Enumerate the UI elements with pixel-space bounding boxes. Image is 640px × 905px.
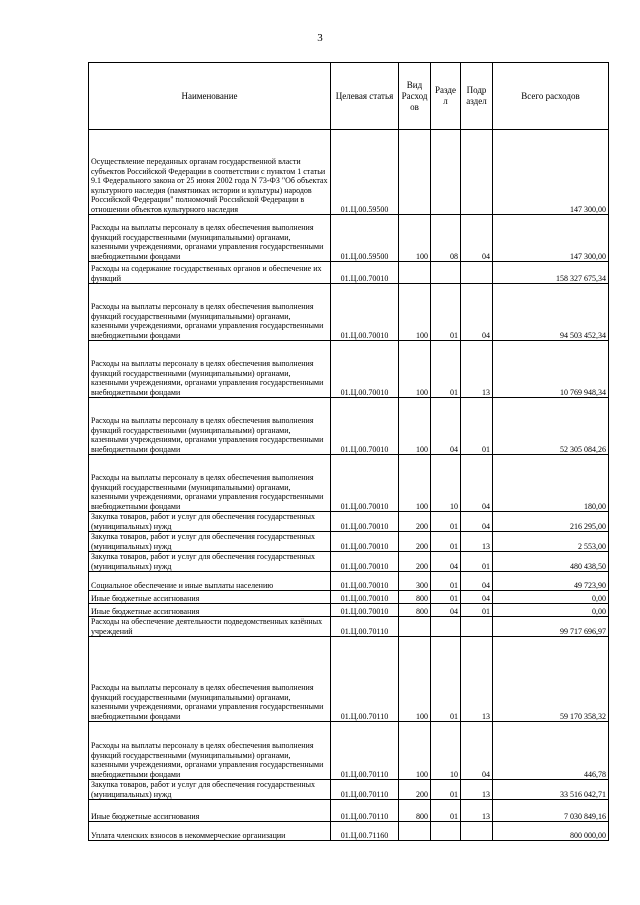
header-name: Наименование xyxy=(89,63,331,130)
header-expense-kind: Вид Расход ов xyxy=(399,63,431,130)
table-row xyxy=(89,552,609,572)
cell-subsection xyxy=(461,617,493,637)
cell-total: 216 295,00 xyxy=(493,512,609,532)
table-row xyxy=(89,455,609,512)
table-row xyxy=(89,617,609,637)
cell-name: Расходы на выплаты персоналу в целях обеспечения выполнения функций государственными (муниципальными) органами, казенными учреждениями, органами управления государственными внебюджетными фондами xyxy=(89,341,331,398)
cell-target-article: 01.Ц.00.59500 xyxy=(331,130,399,215)
cell-total: 0,00 xyxy=(493,591,609,604)
table-row xyxy=(89,341,609,398)
cell-name: Расходы на содержание государственных органов и обеспечение их функций xyxy=(89,262,331,284)
cell-expense-kind: 200 xyxy=(399,552,431,572)
cell-target-article: 01.Ц.00.70010 xyxy=(331,604,399,617)
cell-expense-kind xyxy=(399,822,431,841)
cell-name: Осуществление переданных органам государственной власти субъектов Российской Федерации в соответствии с пунктом 1 статьи 9.1 Федерального закона от 25 июня 2002 года N 73-ФЗ "Об объектах культурного наследия (памятниках истории и культуры) народов Российской Федерации" полномочий Российской Федерации в отношении объектов культурного наследия xyxy=(89,130,331,215)
cell-section: 10 xyxy=(431,722,461,780)
cell-name: Расходы на выплаты персоналу в целях обеспечения выполнения функций государственными (муниципальными) органами, казенными учреждениями, органами управления государственными внебюджетными фондами xyxy=(89,398,331,455)
cell-target-article: 01.Ц.00.59500 xyxy=(331,215,399,262)
table-row xyxy=(89,130,609,215)
cell-subsection: 13 xyxy=(461,780,493,800)
table-row xyxy=(89,398,609,455)
cell-subsection: 01 xyxy=(461,398,493,455)
cell-subsection xyxy=(461,262,493,284)
table-row xyxy=(89,215,609,262)
cell-section: 04 xyxy=(431,552,461,572)
cell-subsection: 04 xyxy=(461,722,493,780)
header-target-article: Целевая статья xyxy=(331,63,399,130)
cell-target-article: 01.Ц.00.71160 xyxy=(331,822,399,841)
cell-name: Расходы на выплаты персоналу в целях обеспечения выполнения функций государственными (муниципальными) органами, казенными учреждениями, органами управления государственными внебюджетными фондами xyxy=(89,637,331,722)
cell-total: 2 553,00 xyxy=(493,532,609,552)
cell-section: 10 xyxy=(431,455,461,512)
cell-expense-kind: 800 xyxy=(399,591,431,604)
page-number: 3 xyxy=(317,32,323,44)
cell-target-article: 01.Ц.00.70110 xyxy=(331,780,399,800)
cell-target-article: 01.Ц.00.70010 xyxy=(331,512,399,532)
cell-name: Закупка товаров, работ и услуг для обеспечения государственных (муниципальных) нужд xyxy=(89,552,331,572)
cell-section: 01 xyxy=(431,512,461,532)
cell-total: 147 300,00 xyxy=(493,215,609,262)
cell-section: 01 xyxy=(431,800,461,822)
cell-total: 800 000,00 xyxy=(493,822,609,841)
cell-expense-kind: 100 xyxy=(399,455,431,512)
cell-subsection: 13 xyxy=(461,637,493,722)
cell-subsection: 04 xyxy=(461,284,493,341)
table-row xyxy=(89,800,609,822)
table-row xyxy=(89,262,609,284)
cell-subsection: 01 xyxy=(461,552,493,572)
table-row xyxy=(89,604,609,617)
table-row xyxy=(89,512,609,532)
expenditure-table xyxy=(88,62,609,841)
cell-total: 59 170 358,32 xyxy=(493,637,609,722)
cell-expense-kind: 100 xyxy=(399,637,431,722)
cell-section: 08 xyxy=(431,215,461,262)
cell-section xyxy=(431,617,461,637)
cell-name: Иные бюджетные ассигнования xyxy=(89,591,331,604)
cell-expense-kind: 100 xyxy=(399,722,431,780)
cell-target-article: 01.Ц.00.70010 xyxy=(331,262,399,284)
cell-expense-kind: 200 xyxy=(399,512,431,532)
cell-name: Расходы на выплаты персоналу в целях обеспечения выполнения функций государственными (муниципальными) органами, казенными учреждениями, органами управления государственными внебюджетными фондами xyxy=(89,455,331,512)
cell-total: 99 717 696,97 xyxy=(493,617,609,637)
cell-expense-kind: 100 xyxy=(399,284,431,341)
cell-total: 147 300,00 xyxy=(493,130,609,215)
cell-target-article: 01.Ц.00.70110 xyxy=(331,800,399,822)
cell-total: 7 030 849,16 xyxy=(493,800,609,822)
cell-name: Закупка товаров, работ и услуг для обеспечения государственных (муниципальных) нужд xyxy=(89,780,331,800)
cell-expense-kind: 200 xyxy=(399,780,431,800)
cell-name: Закупка товаров, работ и услуг для обеспечения государственных (муниципальных) нужд xyxy=(89,532,331,552)
cell-name: Иные бюджетные ассигнования xyxy=(89,800,331,822)
cell-target-article: 01.Ц.00.70010 xyxy=(331,532,399,552)
cell-name: Расходы на выплаты персоналу в целях обеспечения выполнения функций государственными (муниципальными) органами, казенными учреждениями, органами управления государственными внебюджетными фондами xyxy=(89,284,331,341)
cell-total: 10 769 948,34 xyxy=(493,341,609,398)
cell-name: Уплата членских взносов в некоммерческие организации xyxy=(89,822,331,841)
cell-subsection: 13 xyxy=(461,341,493,398)
cell-section: 04 xyxy=(431,604,461,617)
table-row xyxy=(89,572,609,591)
cell-subsection xyxy=(461,130,493,215)
cell-section xyxy=(431,822,461,841)
header-section: Разде л xyxy=(431,63,461,130)
cell-target-article: 01.Ц.00.70010 xyxy=(331,552,399,572)
cell-section: 01 xyxy=(431,532,461,552)
cell-expense-kind: 100 xyxy=(399,341,431,398)
cell-section xyxy=(431,130,461,215)
cell-section: 01 xyxy=(431,572,461,591)
cell-target-article: 01.Ц.00.70110 xyxy=(331,617,399,637)
cell-total: 446,78 xyxy=(493,722,609,780)
cell-section: 04 xyxy=(431,398,461,455)
table-row xyxy=(89,722,609,780)
cell-expense-kind: 200 xyxy=(399,532,431,552)
cell-target-article: 01.Ц.00.70010 xyxy=(331,455,399,512)
cell-total: 180,00 xyxy=(493,455,609,512)
cell-total: 480 438,50 xyxy=(493,552,609,572)
cell-target-article: 01.Ц.00.70110 xyxy=(331,722,399,780)
cell-name: Расходы на обеспечение деятельности подведомственных казённых учреждений xyxy=(89,617,331,637)
header-subsection: Подр аздел xyxy=(461,63,493,130)
cell-expense-kind: 800 xyxy=(399,604,431,617)
table-header-row xyxy=(89,63,609,130)
cell-total: 52 305 084,26 xyxy=(493,398,609,455)
cell-total: 33 516 042,71 xyxy=(493,780,609,800)
cell-name: Расходы на выплаты персоналу в целях обеспечения выполнения функций государственными (муниципальными) органами, казенными учреждениями, органами управления государственными внебюджетными фондами xyxy=(89,215,331,262)
cell-subsection: 13 xyxy=(461,800,493,822)
cell-expense-kind: 100 xyxy=(399,398,431,455)
cell-expense-kind xyxy=(399,262,431,284)
cell-subsection: 04 xyxy=(461,455,493,512)
cell-total: 158 327 675,34 xyxy=(493,262,609,284)
cell-section: 01 xyxy=(431,637,461,722)
cell-target-article: 01.Ц.00.70010 xyxy=(331,341,399,398)
cell-section: 01 xyxy=(431,591,461,604)
table-row xyxy=(89,591,609,604)
cell-subsection: 04 xyxy=(461,572,493,591)
cell-total: 0,00 xyxy=(493,604,609,617)
cell-target-article: 01.Ц.00.70010 xyxy=(331,572,399,591)
cell-section: 01 xyxy=(431,341,461,398)
cell-total: 49 723,90 xyxy=(493,572,609,591)
table-row xyxy=(89,822,609,841)
table-row xyxy=(89,637,609,722)
cell-expense-kind xyxy=(399,617,431,637)
cell-section: 01 xyxy=(431,780,461,800)
cell-name: Социальное обеспечение и иные выплаты населению xyxy=(89,572,331,591)
cell-section: 01 xyxy=(431,284,461,341)
cell-expense-kind: 100 xyxy=(399,215,431,262)
cell-target-article: 01.Ц.00.70010 xyxy=(331,591,399,604)
cell-section xyxy=(431,262,461,284)
cell-expense-kind: 800 xyxy=(399,800,431,822)
cell-name: Расходы на выплаты персоналу в целях обеспечения выполнения функций государственными (муниципальными) органами, казенными учреждениями, органами управления государственными внебюджетными фондами xyxy=(89,722,331,780)
header-total-expenses: Всего расходов xyxy=(493,63,609,130)
cell-target-article: 01.Ц.00.70110 xyxy=(331,637,399,722)
cell-subsection: 04 xyxy=(461,512,493,532)
cell-subsection: 01 xyxy=(461,604,493,617)
table-row xyxy=(89,284,609,341)
cell-expense-kind xyxy=(399,130,431,215)
cell-subsection: 04 xyxy=(461,591,493,604)
cell-subsection xyxy=(461,822,493,841)
cell-target-article: 01.Ц.00.70010 xyxy=(331,398,399,455)
cell-name: Закупка товаров, работ и услуг для обеспечения государственных (муниципальных) нужд xyxy=(89,512,331,532)
cell-expense-kind: 300 xyxy=(399,572,431,591)
table-row xyxy=(89,532,609,552)
cell-subsection: 04 xyxy=(461,215,493,262)
cell-target-article: 01.Ц.00.70010 xyxy=(331,284,399,341)
cell-subsection: 13 xyxy=(461,532,493,552)
cell-name: Иные бюджетные ассигнования xyxy=(89,604,331,617)
table-row xyxy=(89,780,609,800)
cell-total: 94 503 452,34 xyxy=(493,284,609,341)
